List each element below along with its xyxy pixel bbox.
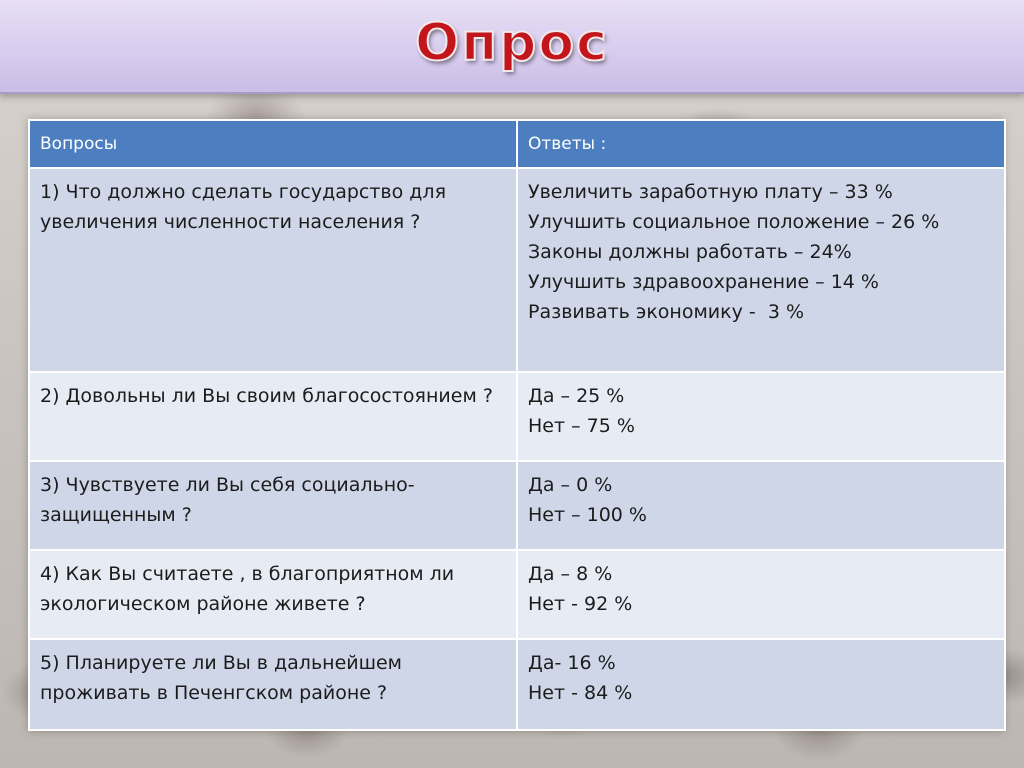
answer-cell <box>517 461 1005 550</box>
answer-line: Да- 16 % <box>528 652 616 674</box>
survey-table <box>28 119 1006 731</box>
question-cell: 2) Довольны ли Вы своим благосостоянием ? <box>29 372 517 461</box>
answer-line: Да – 25 % <box>528 385 625 407</box>
answer-cell <box>517 168 1005 372</box>
header-answers: Ответы : <box>517 120 1005 168</box>
answer-line: Увеличить заработную плату – 33 % <box>528 181 893 203</box>
survey-table-container <box>28 119 1004 731</box>
answer-cell <box>517 639 1005 730</box>
answer-line: Развивать экономику - 3 % <box>528 301 805 323</box>
table-row <box>29 550 1005 639</box>
answer-line: Улучшить здравоохранение – 14 % <box>528 271 879 293</box>
table-row <box>29 639 1005 730</box>
answer-line: Улучшить социальное положение – 26 % <box>528 211 940 233</box>
answer-cell <box>517 372 1005 461</box>
answer-line: Нет - 92 % <box>528 593 633 615</box>
answer-line: Нет – 75 % <box>528 415 635 437</box>
answer-line: Да – 0 % <box>528 474 613 496</box>
answer-line: Нет - 84 % <box>528 682 633 704</box>
slide-title: Опрос <box>415 13 609 73</box>
question-cell: 4) Как Вы считаете , в благоприятном ли экологическом районе живете ? <box>29 550 517 639</box>
answer-line: Нет – 100 % <box>528 504 647 526</box>
table-row <box>29 461 1005 550</box>
answer-cell <box>517 550 1005 639</box>
question-cell: 5) Планируете ли Вы в дальнейшем проживать в Печенгском районе ? <box>29 639 517 730</box>
table-row <box>29 168 1005 372</box>
question-cell: 3) Чувствуете ли Вы себя социально-защищенным ? <box>29 461 517 550</box>
table-header-row <box>29 120 1005 168</box>
question-cell: 1) Что должно сделать государство для увеличения численности населения ? <box>29 168 517 372</box>
answer-line: Да – 8 % <box>528 563 613 585</box>
table-row <box>29 372 1005 461</box>
title-bar <box>0 0 1024 94</box>
answer-line: Законы должны работать – 24% <box>528 241 852 263</box>
header-questions: Вопросы <box>29 120 517 168</box>
